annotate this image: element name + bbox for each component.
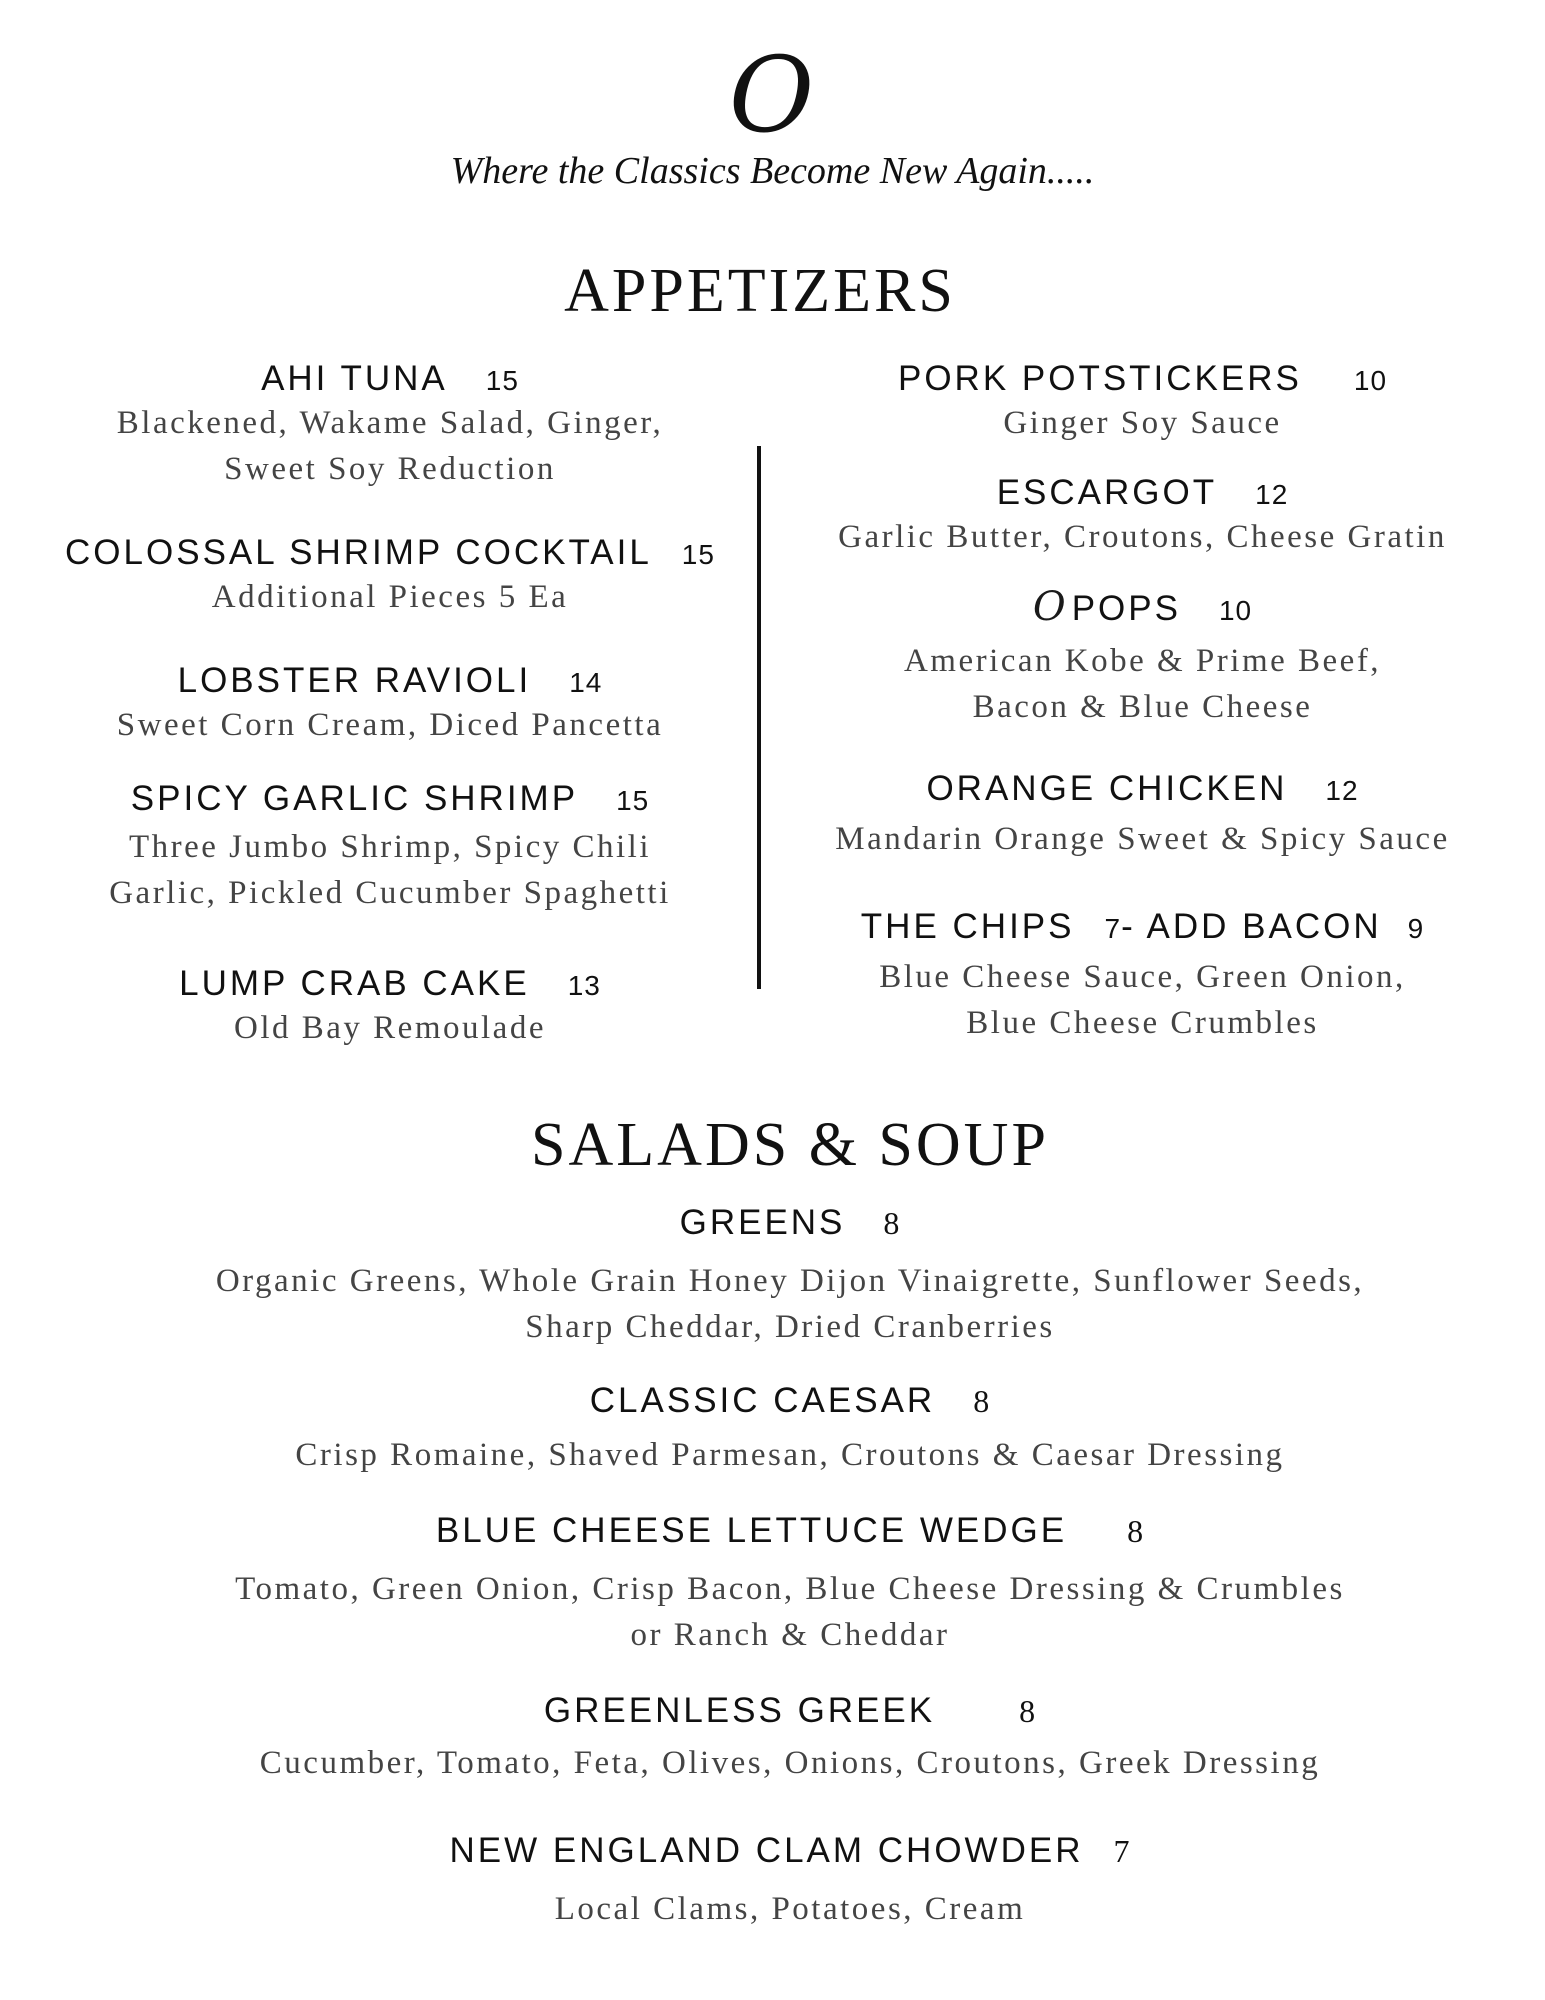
- item-name: LUMP CRAB CAKE: [179, 964, 530, 1003]
- item-price: 7: [1104, 913, 1122, 944]
- item-price: 8: [883, 1205, 901, 1241]
- menu-item-colossal-shrimp-cocktail: [30, 532, 750, 620]
- item-price: 12: [1255, 479, 1289, 510]
- item-name: SPICY GARLIC SHRIMP: [130, 779, 579, 818]
- item-price: 10: [1218, 595, 1253, 626]
- column-divider: [757, 446, 761, 989]
- menu-item-greens: [0, 1202, 1545, 1350]
- tagline: Where the Classics Become New Again.....: [450, 150, 1095, 192]
- item-price: 12: [1325, 775, 1359, 806]
- item-name: THE CHIPS: [860, 907, 1075, 946]
- item-description: or Ranch & Cheddar: [630, 1617, 950, 1653]
- salads-soup-heading: SALADS & SOUP: [531, 1111, 1049, 1179]
- item-price: 13: [567, 970, 601, 1001]
- item-name: POPS: [1071, 589, 1181, 628]
- item-description: Local Clams, Potatoes, Cream: [554, 1891, 1026, 1927]
- menu-item-new-england-clam-chowder: [0, 1830, 1545, 1932]
- item-name: ESCARGOT: [996, 473, 1218, 512]
- item-price: 15: [616, 785, 650, 816]
- item-name: NEW ENGLAND CLAM CHOWDER: [449, 1831, 1084, 1870]
- item-description: Old Bay Remoulade: [234, 1010, 546, 1046]
- item-price: 7: [1113, 1833, 1131, 1869]
- item-name: AHI TUNA: [261, 359, 448, 398]
- item-price: 10: [1353, 365, 1388, 396]
- appetizers-heading: APPETIZERS: [564, 257, 956, 325]
- item-name: CLASSIC CAESAR: [589, 1381, 936, 1420]
- item-description: Sweet Soy Reduction: [224, 451, 556, 487]
- item-description: Cucumber, Tomato, Feta, Olives, Onions, Croutons, Greek Dressing: [259, 1745, 1321, 1781]
- item-description: Bacon & Blue Cheese: [972, 689, 1313, 725]
- item-name: GREENS: [679, 1203, 846, 1242]
- menu-item-ahi-tuna: [30, 358, 750, 492]
- item-name: ORANGE CHICKEN: [926, 769, 1288, 808]
- menu-item-the-chips: [770, 906, 1515, 1046]
- item-price: 15: [681, 539, 715, 570]
- item-name: GREENLESS GREEK: [543, 1691, 936, 1730]
- item-description: Tomato, Green Onion, Crisp Bacon, Blue Cheese Dressing & Crumbles: [235, 1571, 1345, 1607]
- item-description: Sweet Corn Cream, Diced Pancetta: [116, 707, 664, 743]
- item-description: Mandarin Orange Sweet & Spicy Sauce: [835, 821, 1450, 857]
- item-price: 14: [569, 667, 603, 698]
- item-name: PORK POTSTICKERS: [897, 359, 1302, 398]
- menu-item-orange-chicken: [770, 768, 1515, 862]
- item-description: Blue Cheese Crumbles: [966, 1005, 1319, 1041]
- item-description: Three Jumbo Shrimp, Spicy Chili: [128, 829, 652, 865]
- menu-item-o-pops: [770, 584, 1515, 730]
- menu-item-lobster-ravioli: [30, 660, 750, 748]
- item-description: Sharp Cheddar, Dried Cranberries: [525, 1309, 1055, 1345]
- item-price: 8: [973, 1383, 991, 1419]
- item-description: Ginger Soy Sauce: [1003, 405, 1282, 441]
- item-price: 15: [485, 365, 519, 396]
- item-description: American Kobe & Prime Beef,: [903, 643, 1382, 679]
- item-description: Garlic, Pickled Cucumber Spaghetti: [109, 875, 671, 911]
- menu-item-lump-crab-cake: [30, 963, 750, 1051]
- o-logo-icon: O: [1032, 584, 1060, 630]
- item-addon-price: 9: [1407, 913, 1425, 944]
- item-name: BLUE CHEESE LETTUCE WEDGE: [435, 1511, 1068, 1550]
- menu-item-classic-caesar: [0, 1380, 1545, 1478]
- menu-item-pork-potstickers: [770, 358, 1515, 446]
- item-description: Blackened, Wakame Salad, Ginger,: [116, 405, 664, 441]
- item-description: Additional Pieces 5 Ea: [211, 579, 569, 615]
- item-description: Garlic Butter, Croutons, Cheese Gratin: [838, 519, 1447, 555]
- item-description: Blue Cheese Sauce, Green Onion,: [879, 959, 1406, 995]
- item-price: 8: [1019, 1693, 1037, 1729]
- menu-item-greenless-greek: [0, 1690, 1545, 1786]
- menu-item-blue-cheese-lettuce-wedge: [0, 1510, 1545, 1658]
- menu-item-spicy-garlic-shrimp: [30, 778, 750, 916]
- item-name: LOBSTER RAVIOLI: [177, 661, 532, 700]
- item-addon: - ADD BACON: [1121, 907, 1382, 946]
- item-name: COLOSSAL SHRIMP COCKTAIL: [65, 533, 652, 572]
- item-price: 8: [1127, 1513, 1145, 1549]
- menu-item-escargot: [770, 472, 1515, 560]
- restaurant-logo: O: [728, 34, 817, 156]
- item-description: Organic Greens, Whole Grain Honey Dijon Vinaigrette, Sunflower Seeds,: [215, 1263, 1365, 1299]
- item-description: Crisp Romaine, Shaved Parmesan, Croutons & Caesar Dressing: [295, 1437, 1285, 1473]
